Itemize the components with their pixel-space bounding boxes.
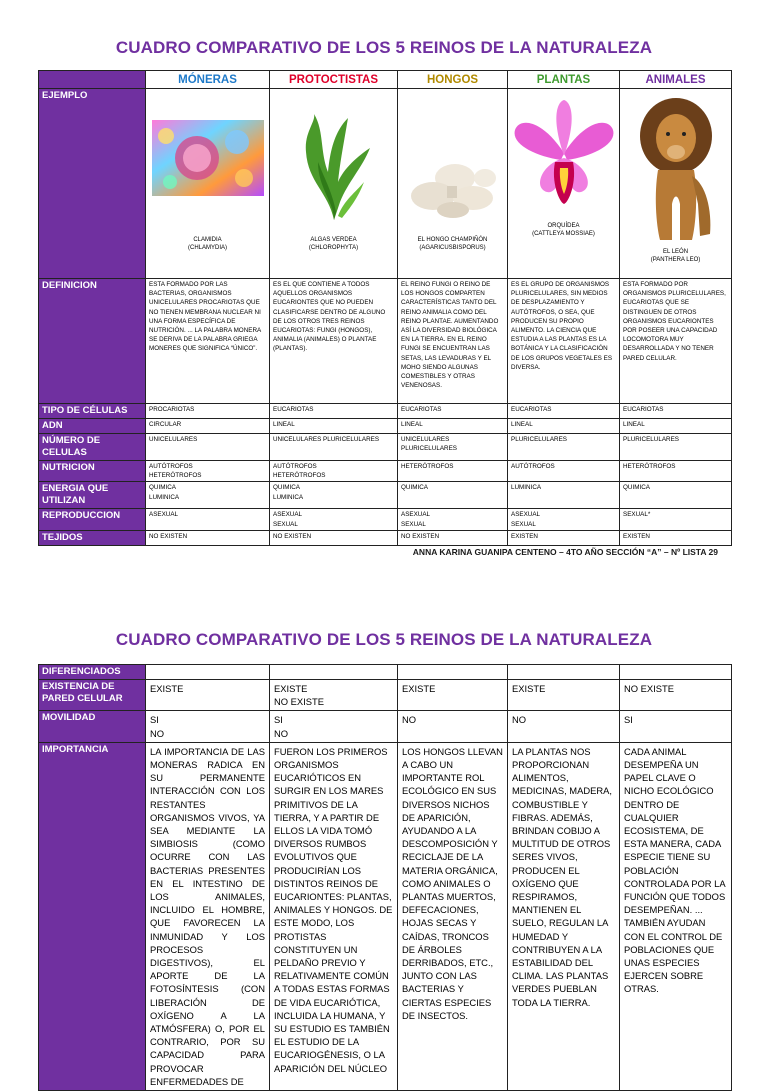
energia-moneras: QUIMICA LUMINICA <box>146 482 270 509</box>
adn-hongos: LINEAL <box>398 419 508 434</box>
numero-hongos: UNICELULARES PLURICELULARES <box>398 434 508 461</box>
caption-animales-1: EL LEÓN <box>662 249 689 255</box>
label-diferenciados: DIFERENCIADOS <box>39 665 146 680</box>
importancia-moneras: LA IMPORTANCIA DE LAS MONERAS RADICA EN SU PERMANENTE INTERACCIÓN CON LOS RESTANTES ORGANISMOS VIVOS, YA SEA MEDIANTE LA SIMBIOSIS (COMO OCURRE CON LAS BACTERIAS PRESENTES EN EL INTESTINO DE LOS ANIMALES, INCLUIDO EL HOMBRE, QUE FAVORECEN LA INMUNIDAD Y LOS PROCESOS DIGESTIVOS), EL APORTE DE LA FOTOSÍNTESIS (CON LIBERACIÓN DE OXÍGENO A LA ATMÓSFERA) O, POR EL CONTRARIO, POR SU CAPACIDAD PARA PROVOCAR ENFERMEDADES DE <box>146 742 270 1090</box>
label-adn: ADN <box>39 419 146 434</box>
movilidad-plantas: NO <box>508 711 620 742</box>
header-corner <box>39 71 146 89</box>
row-nutricion <box>39 461 732 482</box>
label-movilidad: MOVILIDAD <box>39 711 146 742</box>
nutricion-protoctistas: AUTÓTROFOS HETERÓTROFOS <box>270 461 398 482</box>
chlamydia-image <box>152 112 264 222</box>
adn-animales: LINEAL <box>620 419 732 434</box>
example-plantas <box>508 89 620 279</box>
row-definicion <box>39 279 732 404</box>
nutricion-hongos: HETERÓTROFOS <box>398 461 508 482</box>
numero-animales: PLURICELULARES <box>620 434 732 461</box>
pared-hongos: EXISTE <box>398 680 508 711</box>
importancia-plantas: LA PLANTAS NOS PROPORCIONAN ALIMENTOS, MEDICINAS, MADERA, COMBUSTIBLE Y FIBRAS. ADEMÁS, BRINDAN COBIJO A MULTITUD DE OTROS SERES VIVOS, PRODUCEN EL OXÍGENO QUE RESPIRAMOS, MANTIENEN EL SUELO, REGULAN LA HUMEDAD Y CONTRIBUYEN A LA ESTABILIDAD DEL CLIMA. LAS PLANTAS VERDES PUEBLAN TODA LA TIERRA. <box>508 742 620 1090</box>
numero-protoctistas: UNICELULARES PLURICELULARES <box>270 434 398 461</box>
caption-protoctistas-2: (CHLOROPHYTA) <box>308 245 359 251</box>
reproduccion-moneras: ASEXUAL <box>146 509 270 530</box>
page-title: CUADRO COMPARATIVO DE LOS 5 REINOS DE LA NATURALEZA <box>115 38 653 57</box>
pared-animales: NO EXISTE <box>620 680 732 711</box>
reproduccion-plantas: ASEXUAL SEXUAL <box>508 509 620 530</box>
movilidad-hongos: NO <box>398 711 508 742</box>
label-numero: NÚMERO DE CELULAS <box>39 434 146 461</box>
header-row <box>39 71 732 89</box>
pared-moneras: EXISTE <box>146 680 270 711</box>
label-tipo: TIPO DE CÉLULAS <box>39 404 146 419</box>
row-reproduccion <box>39 509 732 530</box>
example-hongos <box>398 89 508 279</box>
numero-moneras: UNICELULARES <box>146 434 270 461</box>
pared-protoctistas: EXISTE NO EXISTE <box>270 680 398 711</box>
label-tejidos: TEJIDOS <box>39 530 146 545</box>
tejidos-moneras: NO EXISTEN <box>146 530 270 545</box>
movilidad-moneras: SI NO <box>146 711 270 742</box>
reproduccion-protoctistas: ASEXUAL SEXUAL <box>270 509 398 530</box>
caption-hongos-1: EL HONGO CHAMPIÑÓN <box>417 237 488 243</box>
row-numero <box>39 434 732 461</box>
nutricion-animales: HETERÓTROFOS <box>620 461 732 482</box>
tejidos-plantas: EXISTEN <box>508 530 620 545</box>
mushroom-image <box>403 112 503 222</box>
energia-plantas: LUMINICA <box>508 482 620 509</box>
comparison-table-2 <box>38 664 732 1091</box>
label-ejemplo: EJEMPLO <box>39 89 146 279</box>
reproduccion-animales: SEXUAL* <box>620 509 732 530</box>
diferenciados-animales <box>620 665 732 680</box>
tipo-animales: EUCARIOTAS <box>620 404 732 419</box>
example-animales <box>620 89 732 279</box>
nutricion-plantas: AUTÓTROFOS <box>508 461 620 482</box>
energia-protoctistas: QUIMICA LUMINICA <box>270 482 398 509</box>
tejidos-animales: EXISTEN <box>620 530 732 545</box>
row-tipo <box>39 404 732 419</box>
label-importancia: IMPORTANCIA <box>39 742 146 1090</box>
movilidad-protoctistas: SI NO <box>270 711 398 742</box>
row-energia <box>39 482 732 509</box>
caption-plantas-1: ORQUÍDEA <box>547 223 580 229</box>
importancia-animales: CADA ANIMAL DESEMPEÑA UN PAPEL CLAVE O NICHO ECOLÓGICO DENTRO DE CUALQUIER ECOSISTEMA, DE ESTA MANERA, CADA ESPECIE TIENE SU POBLACIÓN CONTROLADA POR LA FUNCIÓN QUE TODOS DESEMPEÑAN. ... TAMBIÉN AYUDAN CON EL CONTROL DE POBLACIONES QUE UNAS ESPECIES EJERCEN SOBRE OTRAS. <box>620 742 732 1090</box>
tejidos-hongos: NO EXISTEN <box>398 530 508 545</box>
nutricion-moneras: AUTÓTROFOS HETERÓTROFOS <box>146 461 270 482</box>
tipo-plantas: EUCARIOTAS <box>508 404 620 419</box>
label-definicion: DEFINICION <box>39 279 146 404</box>
definicion-hongos: EL REINO FUNGI O REINO DE LOS HONGOS COMPARTEN CARACTERÍSTICAS TANTO DEL REINO ANIMALIA COMO DEL REINO PLANTAE. AUMENTANDO ASÍ LA DIVERSIDAD BIOLÓGICA EN LA TIERRA. EN EL REINO FUNGI SE ENCUENTRAN LAS SETAS, LAS LEVADURAS Y EL MOHO SIENDO ALGUNAS COMESTIBLES Y OTRAS VENENOSAS. <box>398 279 508 404</box>
tipo-protoctistas: EUCARIOTAS <box>270 404 398 419</box>
tejidos-protoctistas: NO EXISTEN <box>270 530 398 545</box>
author-footer: ANNA KARINA GUANIPA CENTENO – 4TO AÑO SECCIÓN “A” – Nº LISTA 29 <box>412 547 718 557</box>
header-protoctistas: PROTOCTISTAS <box>270 71 398 89</box>
orchid-image <box>511 98 617 208</box>
row-tejidos <box>39 530 732 545</box>
pared-plantas: EXISTE <box>508 680 620 711</box>
energia-hongos: QUIMICA <box>398 482 508 509</box>
definicion-animales: ESTA FORMADO POR ORGANISMOS PLURICELULARES, EUCARIOTAS QUE SE DISTINGUEN DE OTROS ORGANISMOS EUCARIONTES POR POSEER UNA CAPACIDAD LOCOMOTORA MUY DESARROLLADA Y NO TENER PARED CELULAR. <box>620 279 732 404</box>
caption-protoctistas-1: ALGAS VERDEA <box>310 237 357 243</box>
movilidad-animales: SI <box>620 711 732 742</box>
definicion-moneras: ESTA FORMADO POR LAS BACTERIAS, ORGANISMOS UNICELULARES PROCARIOTAS QUE NO TIENEN MEMBRANA NUCLEAR NI UNA FORMA ESPECÍFICA DE NUTRICIÓN. ... LA PALABRA MONERA SE DERIVA DE LA PALABRA GRIEGA MONERES QUE SIGNIFICA “ÚNICO”. <box>146 279 270 404</box>
row-importancia <box>39 742 732 1090</box>
importancia-protoctistas: FUERON LOS PRIMEROS ORGANISMOS EUCARIÓTICOS EN SURGIR EN LOS MARES PRIMITIVOS DE LA TIERRA, Y A PARTIR DE ELLOS LA VIDA TOMÓ DIVERSOS RUMBOS EVOLUTIVOS QUE PRODUCIRÍAN LOS DISTINTOS REINOS DE EUCARIONTES: PLANTAS, ANIMALES Y HONGOS. DE ESTE MODO, LOS PROTISTAS CONSTITUYEN UN PELDAÑO PREVIO Y RELATIVAMENTE COMÚN A TODAS ESTAS FORMAS DE VIDA EUCARIÓTICA, INCLUIDA LA HUMANA, Y SU ESTUDIO ES TAMBIÉN EL ESTUDIO DE LA EUCARIOGÉNESIS, O LA APARICIÓN DEL NÚCLEO <box>270 742 398 1090</box>
caption-moneras-2: (CHLAMYDIA) <box>187 245 227 251</box>
page-title-2: CUADRO COMPARATIVO DE LOS 5 REINOS DE LA NATURALEZA <box>115 630 653 649</box>
row-adn <box>39 419 732 434</box>
tipo-hongos: EUCARIOTAS <box>398 404 508 419</box>
header-moneras: MÓNERAS <box>146 71 270 89</box>
label-nutricion: NUTRICION <box>39 461 146 482</box>
lion-image <box>626 94 726 244</box>
reproduccion-hongos: ASEXUAL SEXUAL <box>398 509 508 530</box>
header-plantas: PLANTAS <box>508 71 620 89</box>
numero-plantas: PLURICELULARES <box>508 434 620 461</box>
row-diferenciados <box>39 665 732 680</box>
diferenciados-moneras <box>146 665 270 680</box>
energia-animales: QUIMICA <box>620 482 732 509</box>
definicion-plantas: ES EL GRUPO DE ORGANISMOS PLURICELULARES, SIN MEDIOS DE DESPLAZAMIENTO Y AUTÓTROFOS, O SEA, QUE PRODUCEN SU PROPIO ALIMENTO. LA CIENCIA QUE ESTUDIA A LAS PLANTAS ES LA BOTÁNICA Y LA CLASIFICACIÓN DE LOS GRUPOS VEGETALES ES DIVERSA. <box>508 279 620 404</box>
diferenciados-protoctistas <box>270 665 398 680</box>
comparison-table-1 <box>38 70 732 546</box>
caption-moneras-1: CLAMIDIA <box>193 237 222 243</box>
label-energia: ENERGIA QUE UTILIZAN <box>39 482 146 509</box>
row-pared <box>39 680 732 711</box>
adn-protoctistas: LINEAL <box>270 419 398 434</box>
row-movilidad <box>39 711 732 742</box>
adn-moneras: CIRCULAR <box>146 419 270 434</box>
diferenciados-hongos <box>398 665 508 680</box>
definicion-protoctistas: ES EL QUE CONTIENE A TODOS AQUELLOS ORGANISMOS EUCARIONTES QUE NO PUEDEN CLASIFICARSE DENTRO DE ALGUNO DE LOS OTROS TRES REINOS EUCARIOTAS: FUNGI (HONGOS), ANIMALIA (ANIMALES) O PLANTAE (PLANTAS). <box>270 279 398 404</box>
header-animales: ANIMALES <box>620 71 732 89</box>
adn-plantas: LINEAL <box>508 419 620 434</box>
caption-plantas-2: (CATTLEYA MOSSIAE) <box>532 231 595 237</box>
example-moneras <box>146 89 270 279</box>
algae-image <box>278 112 390 222</box>
label-pared: EXISTENCIA DE PARED CELULAR <box>39 680 146 711</box>
importancia-hongos: LOS HONGOS LLEVAN A CABO UN IMPORTANTE ROL ECOLÓGICO EN SUS DIVERSOS NICHOS DE APARICIÓN, AYUDANDO A LA DESCOMPOSICIÓN Y RECICLAJE DE LA MATERIA ORGÁNICA, COMO ANIMALES O PLANTAS MUERTOS, DEFECACIONES, HOJAS SECAS Y CAÍDAS, TRONCOS DE ÁRBOLES DERRIBADOS, ETC., JUNTO CON LAS BACTERIAS Y CIERTAS ESPECIES DE INSECTOS. <box>398 742 508 1090</box>
example-protoctistas <box>270 89 398 279</box>
caption-animales-2: (PANTHERA LEO) <box>650 257 701 263</box>
label-reproduccion: REPRODUCCION <box>39 509 146 530</box>
header-hongos: HONGOS <box>398 71 508 89</box>
row-ejemplo <box>39 89 732 279</box>
caption-hongos-2: (AGARICUSBISPORUS) <box>419 245 486 251</box>
tipo-moneras: PROCARIOTAS <box>146 404 270 419</box>
diferenciados-plantas <box>508 665 620 680</box>
